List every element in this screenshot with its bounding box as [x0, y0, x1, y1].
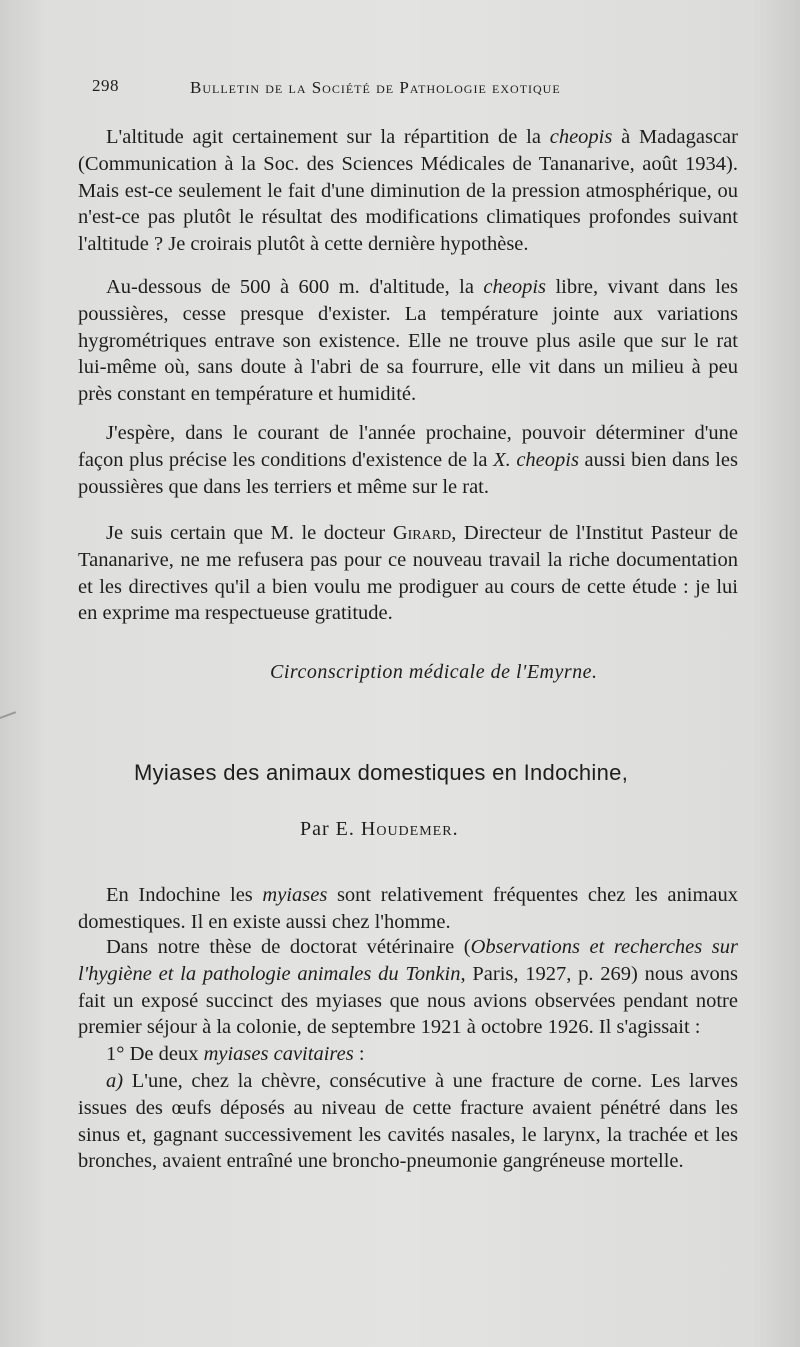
running-title: Bulletin de la Société de Pathologie exotique	[190, 78, 561, 97]
text: L'une, chez la chèvre, consécutive à une fracture de corne. Les larves issues des œufs déposés au niveau de cette fracture avaient pénétré dans les sinus et, gagnant successivement les cavités nasales, le larynx, la trachée et les bronches, avaient entraîné une broncho-pneumonie gangréneuse mortelle.	[78, 1069, 738, 1173]
thesis-title: Observations et recherches sur l'hygiène et la pathologie animales du Tonkin	[78, 936, 738, 985]
text: , Directeur de l'Institut Pasteur de Tananarive, ne me refusera pas pour ce nouveau travail la riche documentation et les directives qu'il a bien voulu me prodiguer au cours de cette étude : je lui en exprime ma respectueuse gratitude.	[78, 522, 738, 625]
paragraph-intro	[78, 882, 738, 936]
term: myiases cavitaires	[203, 1043, 354, 1066]
byline-suffix: .	[452, 818, 459, 840]
list-item	[78, 1041, 738, 1068]
term: myiases	[262, 884, 328, 906]
text: 1° De deux	[106, 1043, 204, 1066]
text: En Indochine les	[106, 884, 263, 906]
article-title: Myiases des animaux domestiques en Indochine,	[134, 760, 629, 785]
byline	[300, 818, 600, 841]
signature-line: Circonscription médicale de l'Emyrne.	[270, 661, 598, 683]
text: Au-dessous de 500 à 600 m. d'altitude, la	[106, 276, 484, 298]
text: sont relativement fréquentes chez les animaux domestiques. Il en existe aussi chez l'homme.	[78, 884, 738, 933]
text: L'altitude agit certainement sur la répartition de la	[106, 126, 550, 148]
item-label: a)	[106, 1069, 124, 1092]
paragraph-thesis	[78, 934, 738, 1175]
page-number: 298	[92, 76, 119, 95]
text: Je suis certain que M. le docteur	[106, 522, 393, 544]
text: libre, vivant dans les poussières, cesse presque d'exister. La température jointe aux variations hygrométriques entrave son existence. Elle ne trouve plus asile que sur le rat lui-même où, sans doute à l'abri de sa fourrure, elle vit dans un milieu à peu près constant en température et humidité.	[78, 276, 738, 406]
text: à Madagascar (Communication à la Soc. des Sciences Médicales de Tananarive, août 1934). Mais est-ce seulement le fait d'une diminution de la pression atmosphérique, ou n'est-ce pas plutôt le résultat des modifications climatiques profondes suivant l'altitude ? Je croirais plutôt à cette dernière hypothèse.	[78, 126, 738, 256]
text: :	[353, 1043, 365, 1066]
text: aussi bien dans les poussières que dans les terriers et même sur le rat.	[78, 448, 738, 498]
paragraph-altitude	[78, 124, 738, 258]
paragraph-below-altitude	[78, 274, 738, 408]
text: , Paris, 1927, p. 269) nous avons fait un exposé succinct des myiases que nous avions observées pendant notre premier séjour à la colonie, de septembre 1921 à octobre 1926. Il s'agissait :	[78, 962, 738, 1039]
person-name: Girard	[392, 522, 452, 544]
author-name: Houdemer	[360, 818, 453, 840]
species-name: cheopis	[549, 126, 613, 148]
scan-mark	[0, 711, 20, 728]
paragraph-thanks	[78, 520, 738, 627]
text: J'espère, dans le courant de l'année prochaine, pouvoir déterminer d'une façon plus précise les conditions d'existence de la	[78, 422, 738, 471]
byline-prefix: Par E.	[300, 818, 361, 840]
species-name: cheopis	[483, 276, 547, 298]
list-item	[78, 1068, 738, 1175]
species-name: X. cheopis	[493, 448, 579, 471]
text: Dans notre thèse de doctorat vétérinaire (	[106, 936, 471, 958]
paragraph-hope	[78, 420, 738, 500]
